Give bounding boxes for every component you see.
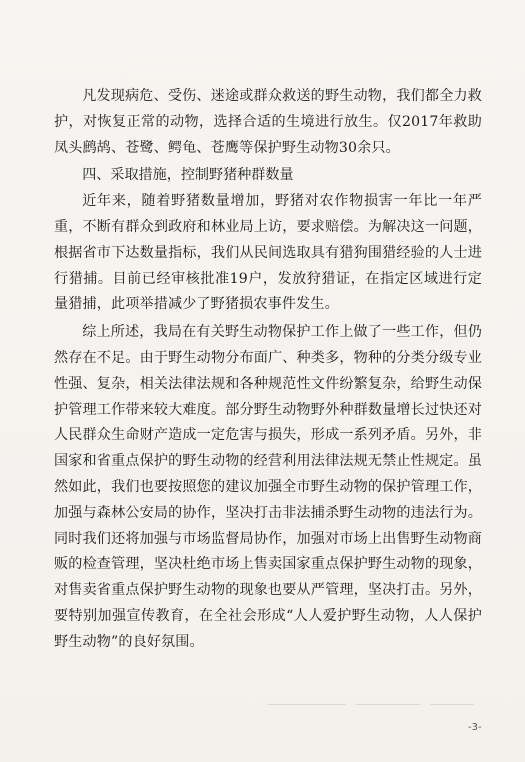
- faded-bleed-line: [430, 704, 474, 705]
- page-number: -3-: [468, 722, 482, 733]
- paragraph-summary: 综上所述，我局在有关野生动物保护工作上做了一些工作，但仍然存在不足。由于野生动物分布面广、种类多，物种的分类分级专业性强、复杂，相关法律法规和各种规范性文件纷繁复杂，给野生动保护管理工作带来较大难度。部分野生动物野外种群数量增长过快还对人民群众生命财产造成一定危害与损失，形成一系列矛盾。另外，非国家和省重点保护的野生动物的经营利用法律法规无禁止性规定。虽然如此，我们也要按照您的建议加强全市野生动物的保护管理工作，加强与森林公安局的协作，坚决打击非法捕杀野生动物的违法行为。同时我们还将加强与市场监督局协作，加强对市场上出售野生动物商贩的检查管理，坚决杜绝市场上售卖国家重点保护野生动物的现象，对售卖省重点保护野生动物的现象也要从严管理，坚决打击。另外，要特别加强宣传教育，在全社会形成“人人爱护野生动物，人人保护野生动物”的良好氛围。: [54, 324, 482, 650]
- section-heading-boar-control: 四、采取措施，控制野猪种群数量: [82, 167, 294, 184]
- faded-bleed-line: [356, 704, 420, 705]
- document-body: [54, 84, 482, 656]
- faded-bleed-line: [268, 704, 346, 705]
- paragraph-rescue: 凡发现病危、受伤、迷途或群众救送的野生动物，我们都全力救护，对恢复正常的动物，选择合适的生境进行放生。仅2017年救助凤头鹧鸪、苍鹭、鳄龟、苍鹰等保护野生动物30余只。: [54, 88, 482, 156]
- paragraph-boar-control: 近年来，随着野猪数量增加，野猪对农作物损害一年比一年严重，不断有群众到政府和林业局上访，要求赔偿。为解决这一问题，根据省市下达数量指标，我们从民间选取具有猎狗围猎经验的人士进行猎捕。目前已经审核批准19户，发放狩猎证，在指定区域进行定量猎捕，此项举措减少了野猪损农事件发生。: [54, 193, 482, 313]
